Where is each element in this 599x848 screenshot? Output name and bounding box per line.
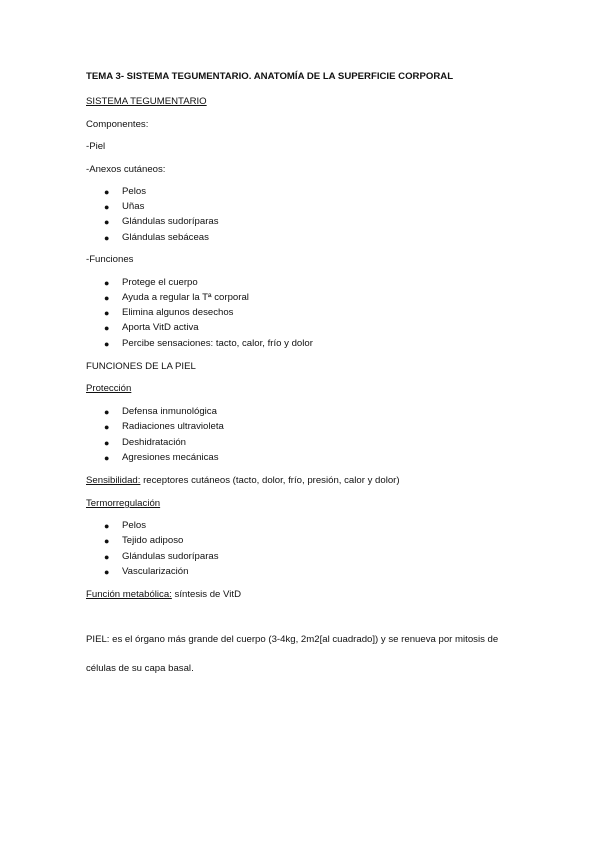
bullet-icon: ●	[104, 308, 110, 318]
metabolica-label: Función metabólica:	[86, 589, 172, 600]
sensibilidad-text: receptores cutáneos (tacto, dolor, frío, presión, calor y dolor)	[140, 475, 400, 486]
list-item: Glándulas sebáceas	[122, 232, 209, 243]
bullet-icon: ●	[104, 521, 110, 531]
piel-paragraph-line1: PIEL: es el órgano más grande del cuerpo (3-4kg, 2m2[al cuadrado]) y se renueva por mitosis de	[86, 634, 499, 645]
list-item: Pelos	[122, 186, 146, 197]
bullet-icon: ●	[104, 407, 110, 417]
bullet-icon: ●	[104, 293, 110, 303]
list-item: Radiaciones ultravioleta	[122, 421, 224, 432]
piel-paragraph-line2: células de su capa basal.	[86, 663, 194, 674]
list-item: Ayuda a regular la Tª corporal	[122, 292, 249, 303]
bullet-icon: ●	[104, 202, 110, 212]
bullet-icon: ●	[104, 567, 110, 577]
document-title: TEMA 3- SISTEMA TEGUMENTARIO. ANATOMÍA DE LA SUPERFICIE CORPORAL	[86, 71, 454, 82]
metabolica-paragraph	[86, 589, 241, 601]
list-item: Deshidratación	[122, 437, 186, 448]
bullet-icon: ●	[104, 438, 110, 448]
section-heading-funciones-piel: FUNCIONES DE LA PIEL	[86, 361, 196, 372]
list-item: Vascularización	[122, 566, 189, 577]
proteccion-heading: Protección	[86, 383, 132, 394]
funciones-label: -Funciones	[86, 254, 134, 265]
section-heading-sistema: SISTEMA TEGUMENTARIO	[86, 96, 207, 107]
list-item: Pelos	[122, 520, 146, 531]
list-item: Percibe sensaciones: tacto, calor, frío y dolor	[122, 338, 313, 349]
bullet-icon: ●	[104, 217, 110, 227]
bullet-icon: ●	[104, 536, 110, 546]
list-item: Uñas	[122, 201, 145, 212]
bullet-icon: ●	[104, 453, 110, 463]
sensibilidad-paragraph	[86, 475, 400, 487]
list-item: Glándulas sudoríparas	[122, 551, 219, 562]
list-item: Glándulas sudoríparas	[122, 216, 219, 227]
bullet-icon: ●	[104, 552, 110, 562]
sensibilidad-label: Sensibilidad:	[86, 475, 141, 486]
bullet-icon: ●	[104, 339, 110, 349]
piel-item: -Piel	[86, 141, 106, 152]
list-item: Protege el cuerpo	[122, 277, 198, 288]
bullet-icon: ●	[104, 233, 110, 243]
metabolica-text: síntesis de VitD	[171, 589, 242, 600]
termorregulacion-heading: Termorregulación	[86, 498, 161, 509]
list-item: Tejido adiposo	[122, 535, 184, 546]
bullet-icon: ●	[104, 278, 110, 288]
bullet-icon: ●	[104, 323, 110, 333]
list-item: Defensa inmunológica	[122, 406, 217, 417]
bullet-icon: ●	[104, 187, 110, 197]
anexos-label: -Anexos cutáneos:	[86, 164, 166, 175]
bullet-icon: ●	[104, 422, 110, 432]
list-item: Aporta VitD activa	[122, 322, 199, 333]
componentes-label: Componentes:	[86, 119, 149, 130]
list-item: Agresiones mecánicas	[122, 452, 219, 463]
list-item: Elimina algunos desechos	[122, 307, 234, 318]
